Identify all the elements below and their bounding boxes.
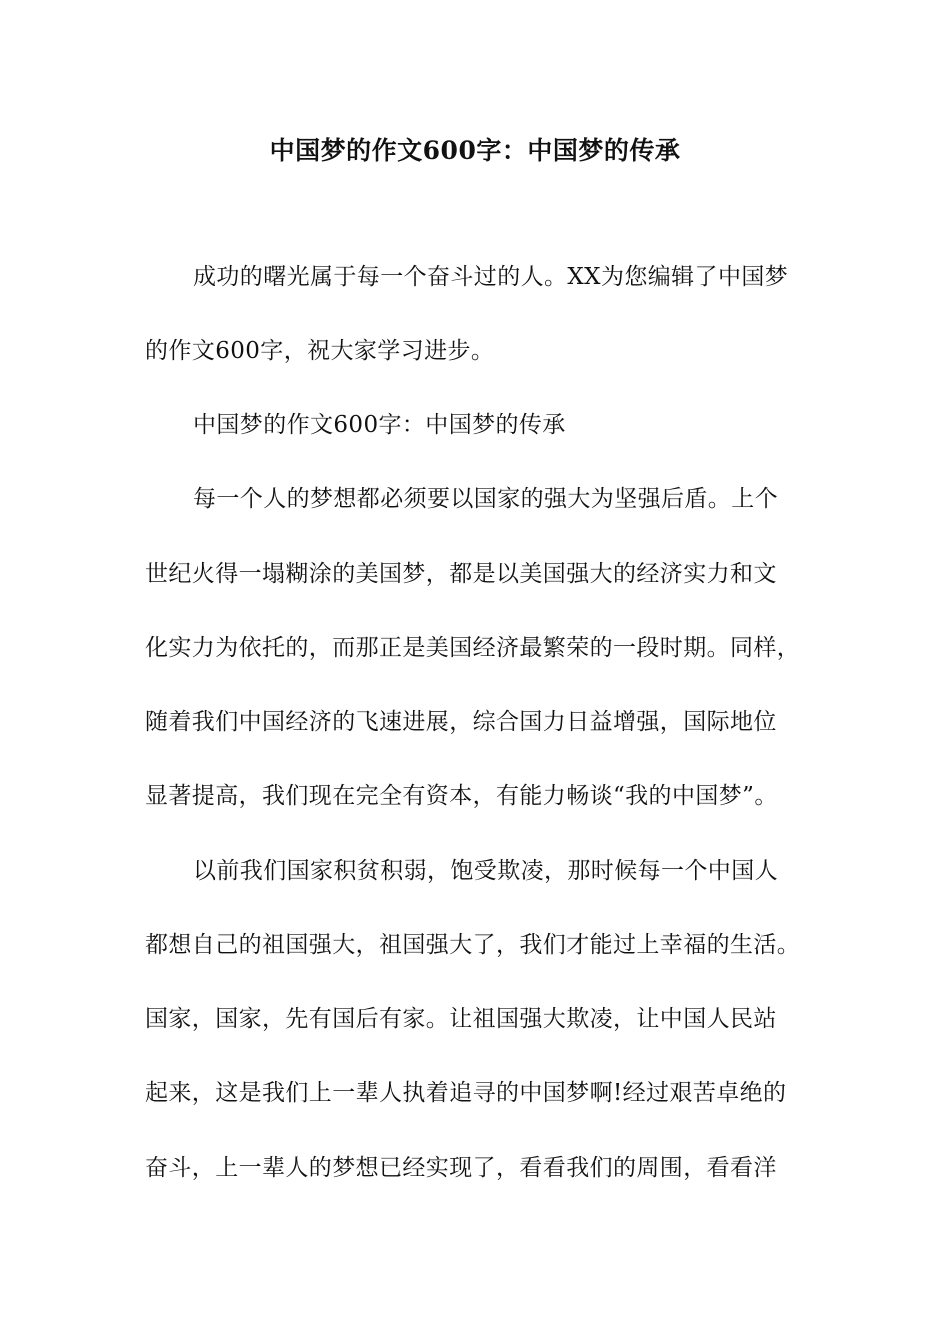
document-title: 中国梦的作文600字：中国梦的传承 [269, 136, 681, 165]
paragraph-line: 化实力为依托的，而那正是美国经济最繁荣的一段时期。同样， [145, 635, 801, 661]
paragraph-line: 的作文600字，祝大家学习进步。 [145, 338, 495, 364]
paragraph-line: 显著提高，我们现在完全有资本，有能力畅谈“我的中国梦”。 [145, 783, 778, 809]
paragraph-line: 中国梦的作文600字：中国梦的传承 [193, 412, 566, 438]
paragraph-line: 世纪火得一塌糊涂的美国梦，都是以美国强大的经济实力和文 [145, 561, 777, 587]
paragraph-line: 起来，这是我们上一辈人执着追寻的中国梦啊!经过艰苦卓绝的 [145, 1080, 787, 1106]
paragraph-line: 成功的曙光属于每一个奋斗过的人。XX为您编辑了中国梦 [193, 264, 789, 290]
paragraph-line: 奋斗，上一辈人的梦想已经实现了，看看我们的周围，看看洋 [145, 1155, 777, 1181]
paragraph-line: 以前我们国家积贫积弱，饱受欺凌，那时候每一个中国人 [193, 858, 778, 884]
paragraph-line: 都想自己的祖国强大，祖国强大了，我们才能过上幸福的生活。 [145, 932, 801, 958]
paragraph-line: 国家，国家，先有国后有家。让祖国强大欺凌，让中国人民站 [145, 1006, 777, 1032]
paragraph-line: 每一个人的梦想都必须要以国家的强大为坚强后盾。上个 [193, 486, 778, 512]
paragraph-line: 随着我们中国经济的飞速进展，综合国力日益增强，国际地位 [145, 709, 777, 735]
